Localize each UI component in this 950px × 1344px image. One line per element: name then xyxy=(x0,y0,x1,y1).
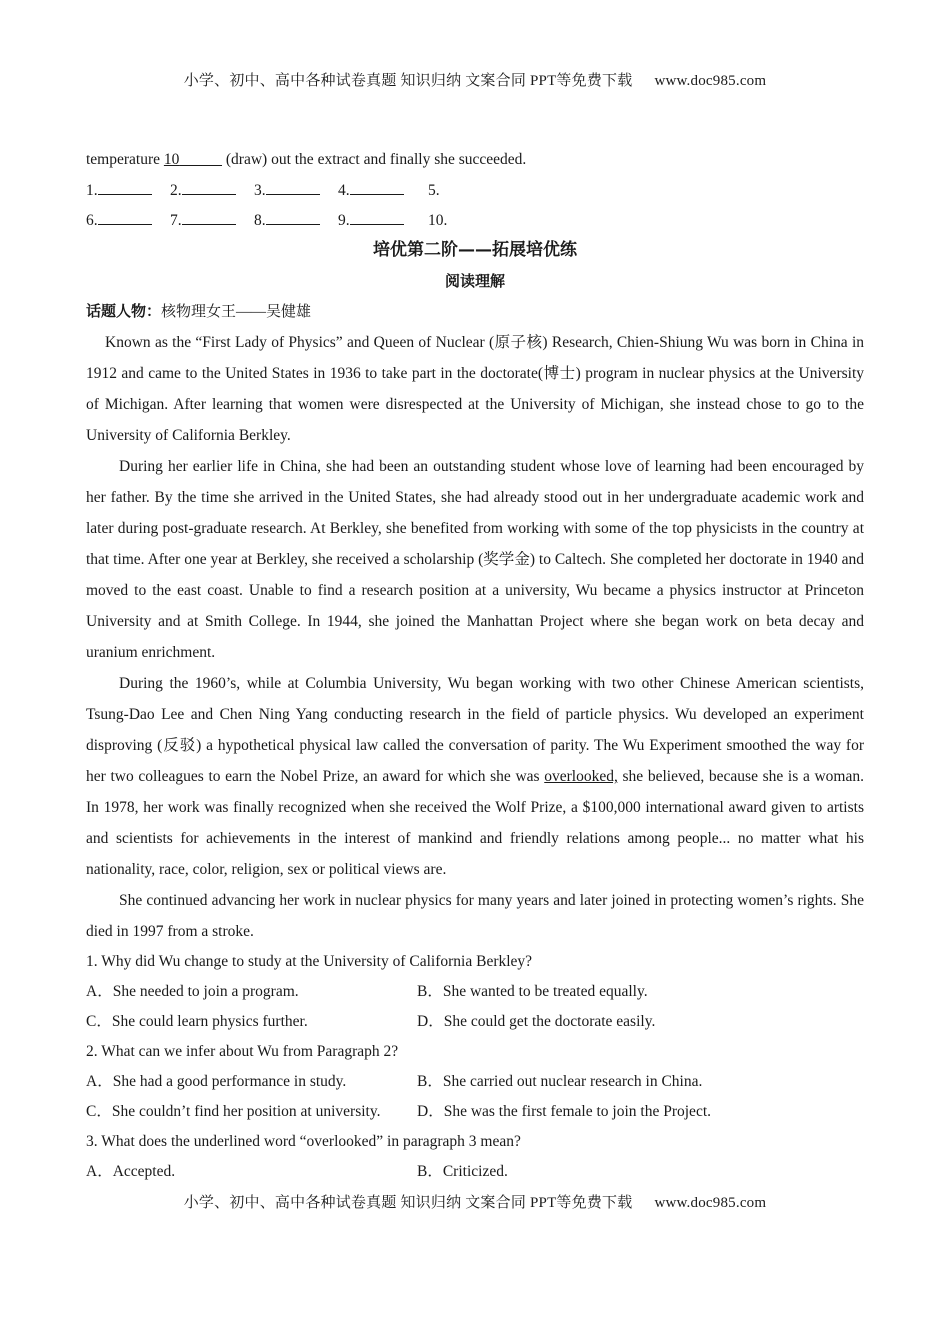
carry-over-line xyxy=(86,144,864,175)
blank-label: 7. xyxy=(170,212,182,229)
blank-line xyxy=(182,206,236,225)
answer-blank[interactable] xyxy=(428,175,440,206)
carry-text-after: (draw) out the extract and finally she succeeded. xyxy=(222,151,527,168)
option-a[interactable]: A．She needed to join a program. xyxy=(86,983,299,1000)
question-2-options-row-1 xyxy=(86,1067,864,1097)
header-text: 小学、初中、高中各种试卷真题 知识归纳 文案合同 PPT等免费下载 xyxy=(183,73,633,89)
paragraph-3-text-before: During the 1960’s, while at Columbia University, Wu began working with two other Chinese American scientists, Tsung-Dao Lee and Chen Ning Yang conducting research in the field of particle physics. Wu developed an experiment disproving (反驳) a hypothetical physical law called the conversation of parity. The Wu Experiment smoothed the way for her two colleagues to earn the Nobel Prize, an award for which she was xyxy=(86,675,864,785)
section-title: 培优第二阶——拓展培优练 xyxy=(373,240,577,260)
option-b[interactable]: B．Criticized. xyxy=(417,1163,508,1180)
question-1-options-row-1 xyxy=(86,977,864,1007)
topic-line xyxy=(86,296,864,327)
page-footer xyxy=(0,1191,950,1212)
question-1-stem: 1. Why did Wu change to study at the University of California Berkley? xyxy=(86,953,533,970)
option-c[interactable]: C．She could learn physics further. xyxy=(86,1013,308,1030)
passage-paragraph-4: She continued advancing her work in nuclear physics for many years and later joined in protecting women’s rights. She died in 1997 from a stroke. xyxy=(86,892,864,940)
blank-line xyxy=(350,176,404,195)
blank-10-number: 10 xyxy=(163,151,180,168)
page-header xyxy=(0,69,950,90)
question-1-options-row-2 xyxy=(86,1007,864,1037)
blank-line xyxy=(98,206,152,225)
answer-blank[interactable] xyxy=(86,205,170,236)
answer-blank[interactable] xyxy=(338,205,422,236)
passage-paragraph-2: During her earlier life in China, she had been an outstanding student whose love of learning had been encouraged by her father. By the time she arrived in the United States, she had already stood out in her undergraduate academic work and later during post-graduate research. At Berkley, she benefited from working with some of the top physicists in the country at that time. After one year at Berkley, she received a scholarship (奖学金) to Caltech. She completed her doctorate in 1940 and moved to the east coast. Unable to find a research position at a university, Wu became a physics instructor at Princeton University and at Smith College. In 1944, she joined the Manhattan Project where she began work on beta decay and uranium enrichment. xyxy=(86,458,864,661)
answer-blank[interactable] xyxy=(254,205,338,236)
blank-label: 5. xyxy=(428,182,440,199)
blank-label: 10. xyxy=(428,212,448,229)
topic-text: 核物理女王——吴健雄 xyxy=(161,304,312,320)
blank-label: 6. xyxy=(86,212,98,229)
answer-blank[interactable] xyxy=(86,175,170,206)
passage-paragraph-1: Known as the “First Lady of Physics” and Queen of Nuclear (原子核) Research, Chien-Shiung Wu was born in China in 1912 and came to the United States in 1936 to take part in the doctorate(博士) program in nuclear physics at the University of Michigan. After learning that women were disrespected at the University of Michigan, she instead chose to go to the University of California Berkley. xyxy=(86,334,864,444)
option-b[interactable]: B．She carried out nuclear research in China. xyxy=(417,1073,703,1090)
answer-blank[interactable] xyxy=(428,205,447,236)
underlined-word-overlooked: overlooked, xyxy=(544,768,618,785)
answer-blank[interactable] xyxy=(254,175,338,206)
option-a[interactable]: A．She had a good performance in study. xyxy=(86,1073,347,1090)
answer-blank[interactable] xyxy=(338,175,422,206)
blank-label: 2. xyxy=(170,182,182,199)
topic-label: 话题人物： xyxy=(86,302,162,320)
blank-label: 1. xyxy=(86,182,98,199)
answer-blank[interactable] xyxy=(170,175,254,206)
header-url[interactable]: www.doc985.com xyxy=(654,73,767,89)
blank-label: 8. xyxy=(254,212,266,229)
blank-line xyxy=(266,176,320,195)
option-b[interactable]: B．She wanted to be treated equally. xyxy=(417,983,648,1000)
option-d[interactable]: D．She could get the doctorate easily. xyxy=(417,1013,656,1030)
blank-line xyxy=(182,176,236,195)
paragraph-3-text-after: she believed, because she is a woman. In 1978, her work was finally recognized when she received the Wolf Prize, a $100,000 international award given to artists and scientists for achievements in the interest of mankind and friendly relations among people... no matter what his nationality, race, color, religion, sex or political views are. xyxy=(86,768,864,878)
blank-line xyxy=(350,206,404,225)
blank-label: 9. xyxy=(338,212,350,229)
question-3-stem: 3. What does the underlined word “overlooked” in paragraph 3 mean? xyxy=(86,1133,521,1150)
footer-text: 小学、初中、高中各种试卷真题 知识归纳 文案合同 PPT等免费下载 xyxy=(183,1195,633,1211)
carry-text-before: temperature xyxy=(86,151,164,168)
blank-label: 4. xyxy=(338,182,350,199)
document-body xyxy=(86,144,864,1187)
section-subtitle: 阅读理解 xyxy=(444,272,505,290)
blank-line xyxy=(98,176,152,195)
blank-line xyxy=(266,206,320,225)
blank-label: 3. xyxy=(254,182,266,199)
answer-blank[interactable] xyxy=(170,205,254,236)
blank-10-answer xyxy=(164,151,222,168)
answer-blanks-row-2 xyxy=(86,205,864,235)
answer-blanks-row-1 xyxy=(86,175,864,205)
passage-paragraph-3 xyxy=(86,668,864,885)
option-a[interactable]: A．Accepted. xyxy=(86,1163,176,1180)
option-c[interactable]: C．She couldn’t find her position at university. xyxy=(86,1103,381,1120)
option-d[interactable]: D．She was the first female to join the Project. xyxy=(417,1103,712,1120)
question-3-options-row-1 xyxy=(86,1157,864,1187)
question-2-options-row-2 xyxy=(86,1097,864,1127)
footer-url[interactable]: www.doc985.com xyxy=(654,1195,767,1211)
question-2-stem: 2. What can we infer about Wu from Paragraph 2? xyxy=(86,1043,399,1060)
